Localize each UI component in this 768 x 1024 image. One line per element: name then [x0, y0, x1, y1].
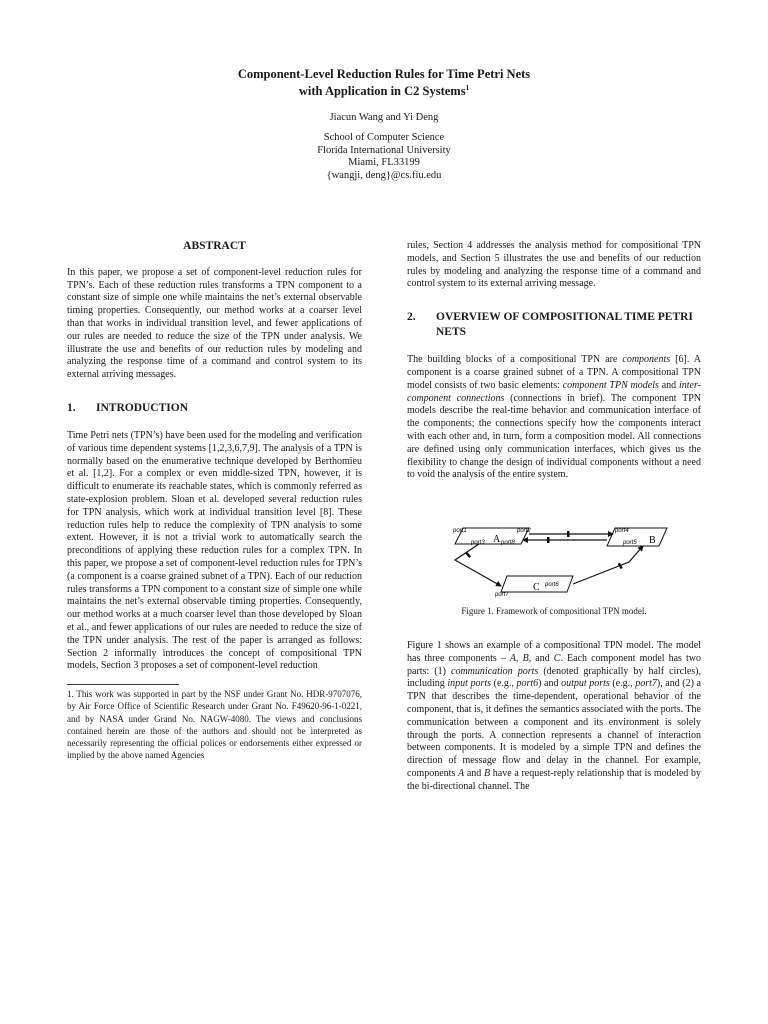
- s2p2-n: output ports: [561, 678, 610, 690]
- section-2-number: 2.: [407, 311, 416, 324]
- abstract-text: In this paper, we propose a set of component-level reduction rules for TPN’s. Each of these reduction rules transforms a TPN component to a constant size of simple one while maintains the net’s external observable timing properties. Consequently, our method works at a coarser level than that works in individual transition level, and fewer applications of our rules are needed to reduce the size of the TPN under analysis. We illustrate the use and benefits of our reduction rules by modeling and analyzing the response time of a command and control system to its external arriving messages.: [67, 266, 362, 381]
- s2p2-j: input ports: [447, 678, 492, 690]
- author-list: Jiacun Wang and Yi Deng: [329, 112, 439, 123]
- s2p2-g: . Each component model has two parts: (1): [407, 652, 702, 677]
- affiliation-school: School of Computer Science: [323, 132, 445, 143]
- port1-label: port1: [453, 528, 467, 535]
- port5-label: port5: [623, 540, 637, 547]
- port3-label: port3: [471, 540, 485, 547]
- figure-1-diagram: [407, 500, 701, 600]
- title-footnote-marker: 1: [465, 83, 470, 92]
- s2p2-p: port7: [635, 678, 657, 690]
- port8-label: port8: [501, 540, 515, 547]
- affiliation-address: Miami, FL33199: [348, 157, 420, 168]
- s2p2-s: and: [464, 767, 484, 779]
- title-line-2-text: with Application in C2 Systems: [298, 84, 466, 98]
- section-2-title: OVERVIEW OF COMPOSITIONAL TIME PETRI NETS: [436, 311, 693, 339]
- paper-header: [0, 66, 768, 182]
- s2p2-h: communication ports: [451, 665, 539, 677]
- left-column: [67, 240, 362, 761]
- channel-transition-2: [547, 537, 550, 543]
- section-1-title: INTRODUCTION: [96, 401, 189, 414]
- section-2-paragraph-2: [407, 640, 701, 794]
- s2p2-i: (denoted graphically by half circles), including: [407, 665, 702, 690]
- section-1-number: 1.: [67, 401, 76, 414]
- paper-title: [0, 66, 768, 100]
- title-line-1: Component-Level Reduction Rules for Time Petri Nets: [237, 67, 531, 81]
- figure-1: [407, 500, 701, 600]
- s2p1-term-connections: inter-component connections: [407, 379, 701, 404]
- affiliation-email: {wangji, deng}@cs.fiu.edu: [326, 169, 442, 181]
- port6-label: port6: [545, 582, 559, 589]
- s2p2-o: (e.g.,: [609, 678, 636, 690]
- channel-c-to-b: [573, 546, 643, 584]
- s2p2-r: A: [458, 767, 465, 779]
- s2p1-text-c: [6]. A component is a coarse grained subnet of a TPN. A compositional TPN model consists of two basic elements:: [407, 354, 701, 391]
- title-line-2: [0, 83, 768, 100]
- intro-continued-text: rules, Section 4 addresses the analysis method for compositional TPN models, and Section 5 illustrates the use and benefits of our reduction rules by modeling and analyzing the response time of a command and control system to its external arriving message.: [407, 240, 701, 290]
- s2p2-k: (e.g.,: [491, 678, 517, 690]
- s2p1-text-a: The building blocks of a compositional TPN are: [407, 354, 623, 366]
- port4-label: port4: [615, 528, 629, 535]
- section-2-paragraph-1: [407, 354, 701, 482]
- figure-1-caption: Figure 1. Framework of compositional TPN model.: [461, 606, 647, 617]
- s2p2-c: ,: [516, 652, 523, 664]
- footnote-text: 1. This work was supported in part by the NSF under Grant No. HDR-9707076, by Air Force Office of Scientific Research under Grant No. F49620-96-1-0221, and by NASA under Grand No. NAGW-4080. The views and conclusions contained herein are those of the authors and should not be interpreted as necessarily representing the official polices or endorsements either expressed or implied by the above named Agencies: [67, 689, 362, 761]
- component-b-label: B: [649, 535, 656, 547]
- s2p2-u: have a request-reply relationship that is modeled by the bi-directional channel. The: [407, 767, 701, 792]
- port7-label: port7: [495, 592, 509, 599]
- intro-text: Time Petri nets (TPN’s) have been used for the modeling and verification of various time dependent systems [1,2,3,6,7,9]. The analysis of a TPN is normally based on the enumerative technique developed by Berthomieu et al. [1,2]. For a complex or even middle-sized TPN, however, it is difficult to enumerate its reachable states, which is commonly referred as state-explosion problem. Sloan et al. developed several reduction rules for TPN analysis, which work at individual transition level [8]. These reduction rules help to reduce the complexity of TPN analysis to some extent. However, it is not a trivial work to automatically search the preconditions of applying these reduction rules for a complex TPN. In this paper, we propose a set of component-level reduction rules for TPN’s (a component is a coarse grained subnet of a TPN). Each of our reduction rules transforms a TPN component to a constant size of simple one while maintains the net’s external observable timing properties. Consequently, our method works at a much coarser level than those developed by Sloan et al., and fewer applications of our rules are needed to reduce the size of the TPN under analysis. The rest of the paper is arranged as follows: Section 2 informally introduces the concept of compositional TPN models, Section 3 proposes a set of component-level reduction: [67, 429, 362, 672]
- affiliation-university: Florida International University: [317, 144, 451, 156]
- s2p2-l: port6: [516, 678, 539, 690]
- s2p1-text-e: and: [658, 379, 679, 391]
- channel-a-to-c: [455, 544, 501, 586]
- footnote-rule: [67, 684, 179, 685]
- s2p2-a: Figure 1 shows an example of a compositional TPN model. The model has three components –: [407, 639, 701, 664]
- s2p1-text-g: (connections in brief). The component TPN models describe the real-time behavior and communication interface of the components; the connections specify how the components interact with each other and, in turn, form a composition model. All connections are defined using only communication interfaces, which gives us the flexibility to change the design of individual components without a need to void the analysis of the entire system.: [407, 392, 702, 481]
- affiliation: [0, 132, 768, 182]
- section-2-heading: [407, 310, 701, 340]
- component-c-label: C: [533, 582, 540, 594]
- abstract-heading: ABSTRACT: [183, 240, 246, 252]
- s2p2-m: ) and: [538, 678, 562, 690]
- channel-transition-3: [465, 552, 471, 558]
- s2p2-b: A: [509, 652, 517, 664]
- s2p2-q: ), and (2) a TPN that describes the time-dependent, operational behavior of the component, that is, it defines the semantics associated with the ports. The communication between a component and its environment is solely through the ports. A connection represents a channel of interaction between components. It is modeled by a simple TPN and defines the direction of message flow and delay in the channel. For example, components: [407, 678, 701, 779]
- right-column: [407, 240, 701, 794]
- component-a-label: A: [493, 534, 501, 546]
- s2p2-f: C: [553, 652, 561, 664]
- s2p2-e: , and: [528, 652, 554, 664]
- s2p1-term-components: components: [622, 354, 671, 366]
- s2p1-term-component-models: component TPN models: [562, 379, 659, 391]
- s2p2-d: B: [522, 652, 529, 664]
- port2-label: port2: [517, 528, 531, 535]
- s2p2-t: B: [483, 767, 491, 779]
- section-1-heading: [67, 401, 362, 416]
- channel-transition-1: [567, 531, 570, 537]
